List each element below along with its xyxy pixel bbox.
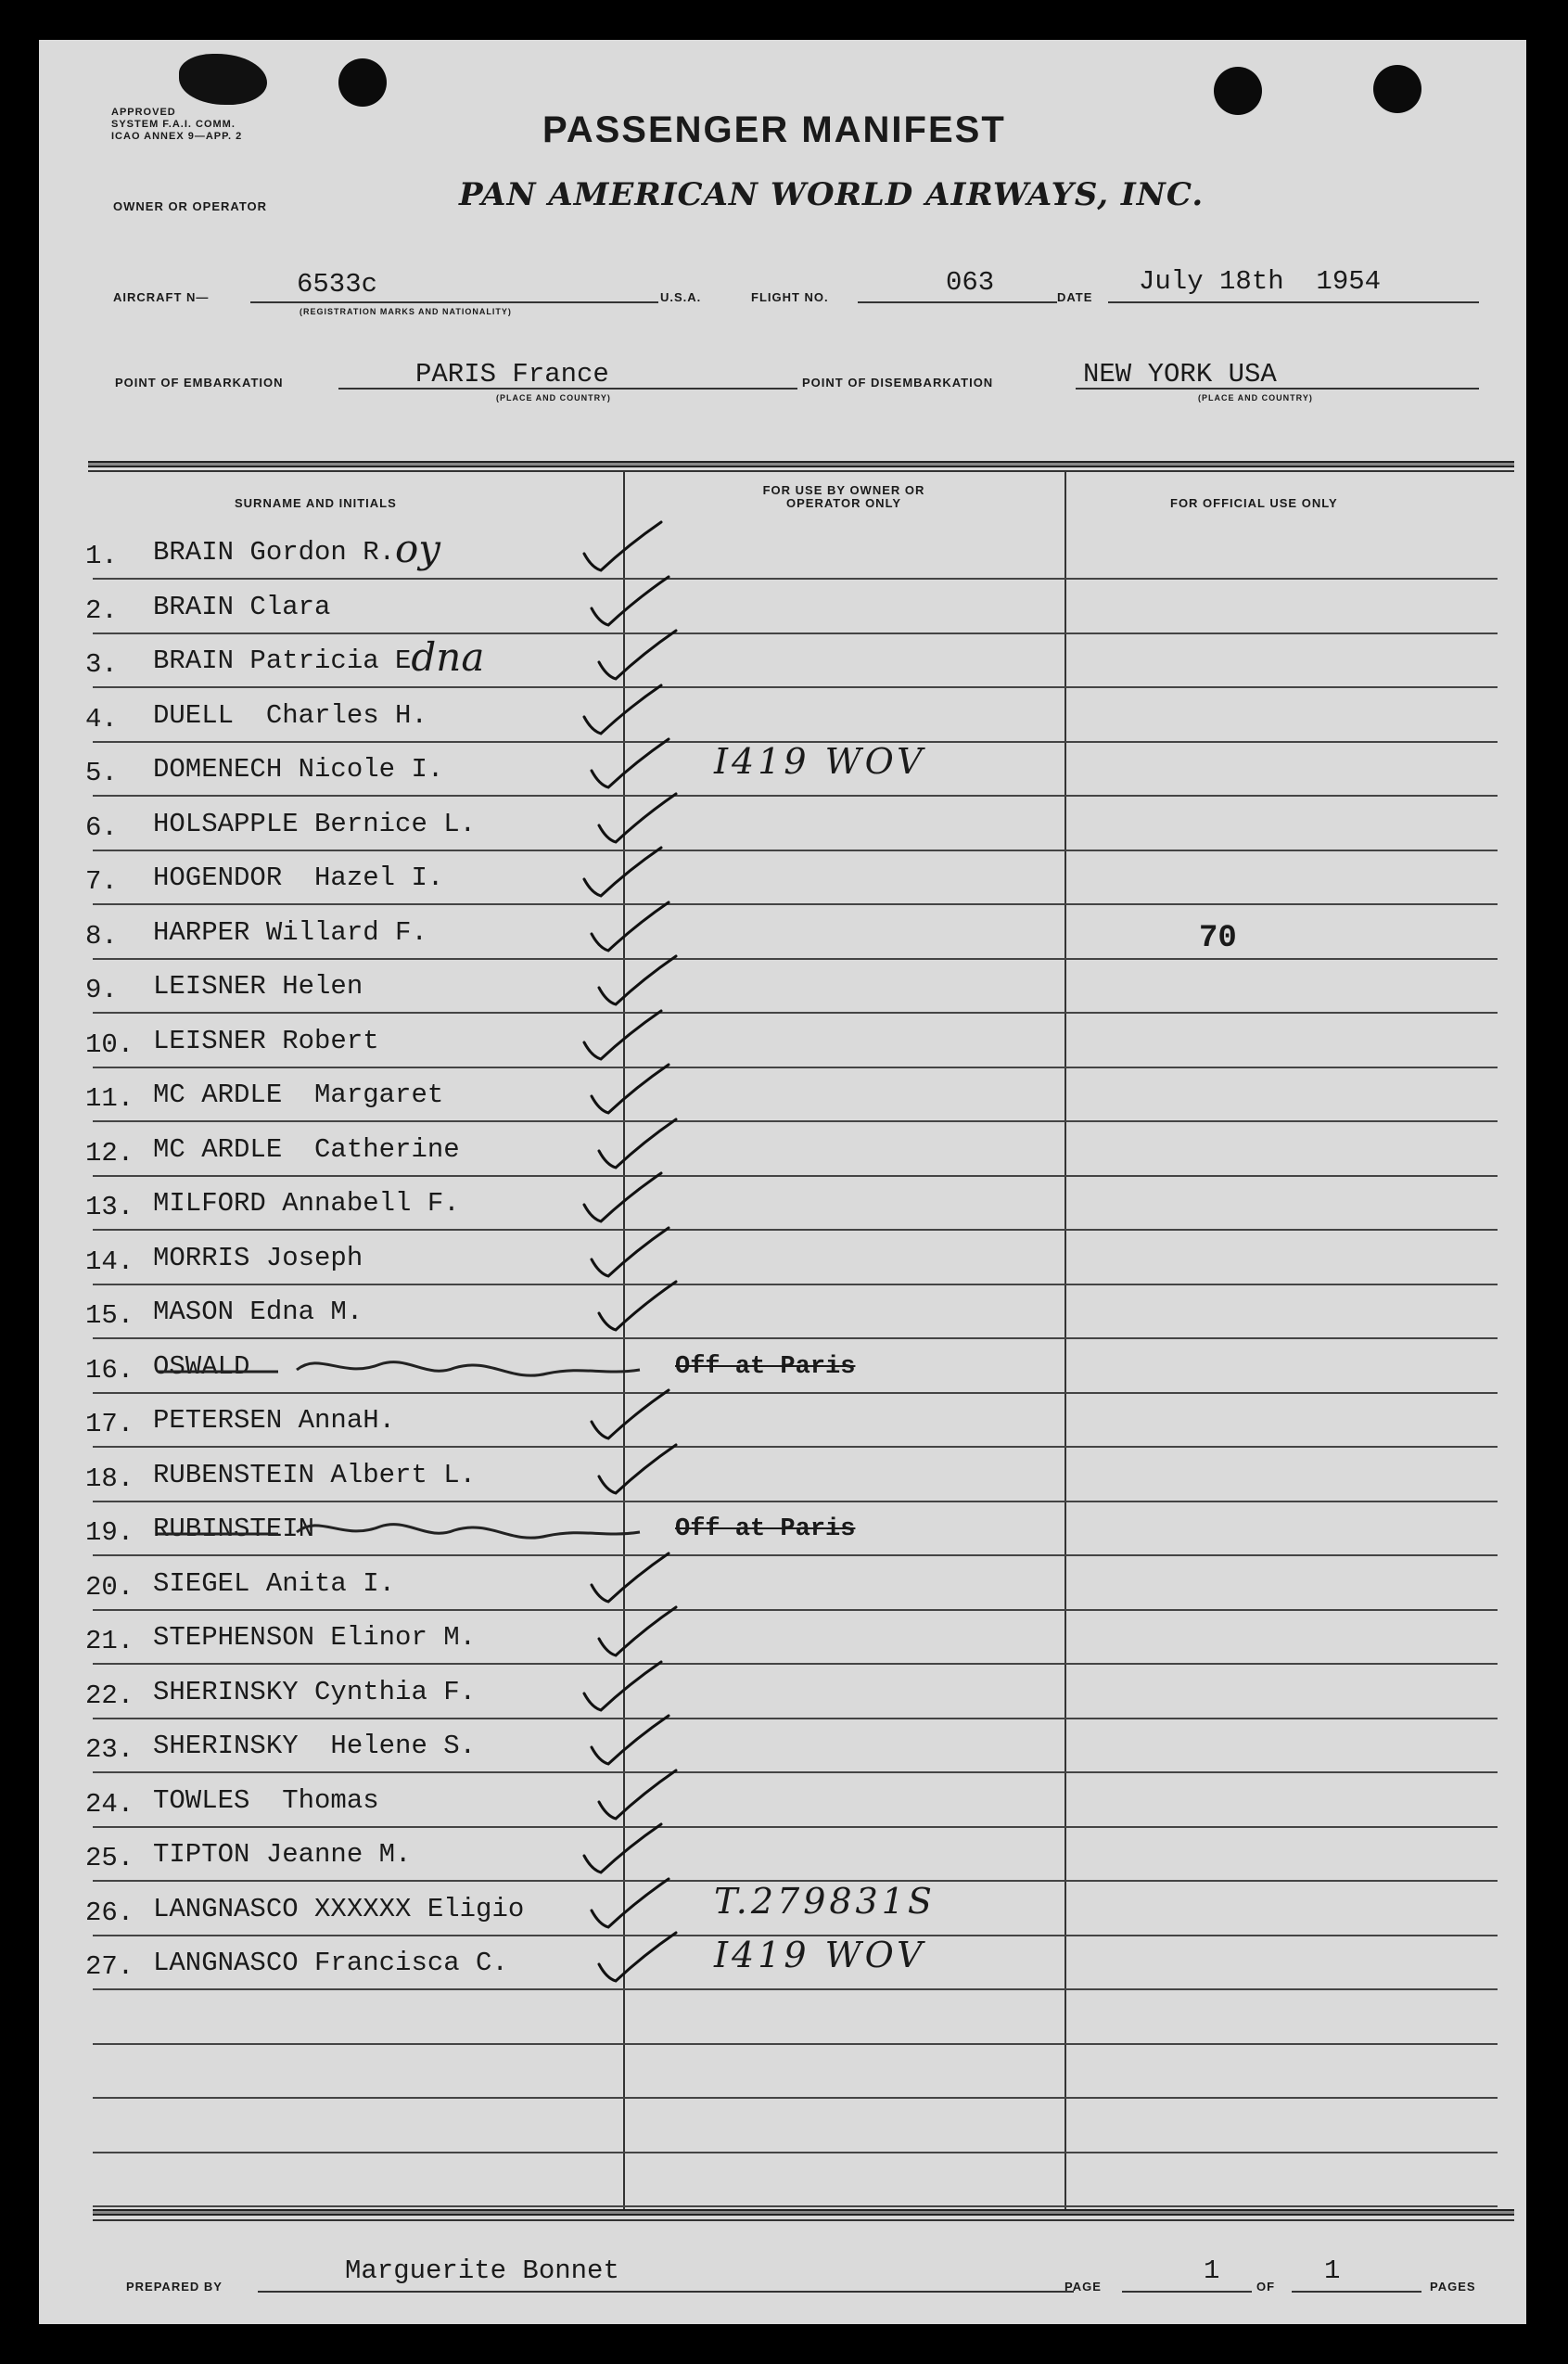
disembarkation-value: NEW YORK USA xyxy=(1083,359,1277,390)
check-mark xyxy=(569,1276,681,1341)
strikethrough-scribble xyxy=(158,1514,677,1551)
passenger-number: 26. xyxy=(85,1898,134,1928)
row-rule xyxy=(93,1284,1498,1285)
header-surname: SURNAME AND INITIALS xyxy=(235,496,397,510)
off-at-paris-note: Off at Paris xyxy=(675,1515,856,1543)
passenger-name: BRAIN Patricia E xyxy=(153,645,412,676)
passenger-number: 8. xyxy=(85,921,118,952)
passenger-name: RUBINSTEIN xyxy=(153,1514,315,1544)
row-rule xyxy=(93,795,1498,797)
passenger-name: PETERSEN AnnaH. xyxy=(153,1405,396,1436)
aircraft-underline xyxy=(250,301,658,303)
of-underline xyxy=(1292,2291,1421,2293)
row-rule xyxy=(93,1120,1498,1122)
approval-line-2: SYSTEM F.A.I. COMM. xyxy=(111,119,236,130)
aircraft-value: 6533c xyxy=(297,269,378,300)
passenger-number: 13. xyxy=(85,1192,134,1222)
column-divider-2 xyxy=(1064,471,1066,2215)
header-owner-use: FOR USE BY OWNER OR OPERATOR ONLY xyxy=(762,483,925,510)
strikethrough-scribble xyxy=(158,1351,677,1388)
row-rule xyxy=(93,1229,1498,1231)
passenger-name: SHERINSKY Cynthia F. xyxy=(153,1677,477,1707)
passenger-name: TOWLES Thomas xyxy=(153,1785,379,1816)
aircraft-label: AIRCRAFT N— xyxy=(113,290,210,304)
row-rule xyxy=(93,2205,1498,2207)
passenger-number: 9. xyxy=(85,975,118,1005)
passenger-name: LEISNER Helen xyxy=(153,971,363,1002)
passenger-name: LANGNASCO Francisca C. xyxy=(153,1948,508,1978)
row-rule xyxy=(93,1771,1498,1773)
row-rule xyxy=(93,1012,1498,1014)
off-at-paris-note: Off at Paris xyxy=(675,1353,856,1381)
passenger-number: 6. xyxy=(85,812,118,843)
passenger-number: 12. xyxy=(85,1138,134,1169)
passenger-name: HARPER Willard F. xyxy=(153,917,427,948)
usa-label: U.S.A. xyxy=(660,290,702,304)
page-label: PAGE xyxy=(1064,2280,1102,2294)
row-rule xyxy=(93,2152,1498,2153)
passenger-name: DUELL Charles H. xyxy=(153,700,427,731)
row-rule xyxy=(93,1337,1498,1339)
passenger-name: TIPTON Jeanne M. xyxy=(153,1839,412,1870)
row-rule xyxy=(93,1663,1498,1665)
row-rule xyxy=(93,1501,1498,1502)
passenger-number: 1. xyxy=(85,541,118,571)
row-rule xyxy=(93,1718,1498,1719)
header-official-use: FOR OFFICIAL USE ONLY xyxy=(1170,496,1338,510)
row-rule xyxy=(93,903,1498,905)
passenger-name: SHERINSKY Helene S. xyxy=(153,1731,477,1761)
passenger-number: 20. xyxy=(85,1572,134,1603)
row-rule xyxy=(93,1988,1498,1990)
row-rule xyxy=(93,1392,1498,1394)
passenger-number: 24. xyxy=(85,1789,134,1820)
passenger-name: STEPHENSON Elinor M. xyxy=(153,1622,477,1653)
embarkation-note: (PLACE AND COUNTRY) xyxy=(496,393,611,403)
passenger-name: MILFORD Annabell F. xyxy=(153,1188,460,1219)
passenger-name: MC ARDLE Margaret xyxy=(153,1080,444,1110)
passenger-number: 7. xyxy=(85,866,118,897)
punch-hole-right-1 xyxy=(1214,67,1262,115)
punch-hole-right-2 xyxy=(1373,65,1421,113)
table-top-rule xyxy=(88,461,1514,467)
prepared-by-label: PREPARED BY xyxy=(126,2280,223,2294)
passenger-number: 5. xyxy=(85,758,118,788)
approval-line-3: ICAO ANNEX 9—APP. 2 xyxy=(111,131,243,142)
page-value: 1 xyxy=(1204,2255,1220,2286)
date-label: DATE xyxy=(1057,290,1093,304)
pages-label: PAGES xyxy=(1430,2280,1476,2294)
row-rule xyxy=(93,633,1498,634)
passenger-number: 25. xyxy=(85,1843,134,1873)
passenger-number: 4. xyxy=(85,704,118,735)
row-rule xyxy=(93,1067,1498,1068)
row-rule xyxy=(93,1609,1498,1611)
registration-note: (REGISTRATION MARKS AND NATIONALITY) xyxy=(300,307,512,316)
page-title: PASSENGER MANIFEST xyxy=(542,109,1006,150)
row-rule xyxy=(93,1826,1498,1828)
passenger-number: 19. xyxy=(85,1517,134,1548)
flight-number-value: 063 xyxy=(946,267,995,298)
row-rule xyxy=(93,958,1498,960)
row-rule xyxy=(93,1175,1498,1177)
disembarkation-label: POINT OF DISEMBARKATION xyxy=(802,376,994,390)
passenger-name: RUBENSTEIN Albert L. xyxy=(153,1460,477,1490)
row-rule xyxy=(93,1554,1498,1556)
embarkation-value: PARIS France xyxy=(415,359,609,390)
table-top-rule-2 xyxy=(88,470,1514,472)
page-underline xyxy=(1122,2291,1252,2293)
flight-number-label: FLIGHT NO. xyxy=(751,290,829,304)
passenger-name: LEISNER Robert xyxy=(153,1026,379,1056)
approval-line-1: APPROVED xyxy=(111,107,176,118)
passenger-name: DOMENECH Nicole I. xyxy=(153,754,444,785)
handwritten-note: T.279831S xyxy=(714,1881,936,1922)
row-rule xyxy=(93,578,1498,580)
owner-value: PAN AMERICAN WORLD AIRWAYS, INC. xyxy=(459,176,1205,213)
passenger-name: MORRIS Joseph xyxy=(153,1243,363,1273)
embarkation-label: POINT OF EMBARKATION xyxy=(115,376,284,390)
disembarkation-note: (PLACE AND COUNTRY) xyxy=(1198,393,1313,403)
passenger-name: LANGNASCO XXXXXX Eligio xyxy=(153,1894,525,1924)
of-label: OF xyxy=(1256,2280,1276,2294)
row-rule xyxy=(93,1446,1498,1448)
passenger-number: 23. xyxy=(85,1734,134,1765)
passenger-name: HOLSAPPLE Bernice L. xyxy=(153,809,477,839)
passenger-number: 21. xyxy=(85,1626,134,1656)
row-rule xyxy=(93,686,1498,688)
passenger-number: 27. xyxy=(85,1951,134,1982)
check-mark xyxy=(569,1439,681,1504)
prepared-by-value: Marguerite Bonnet xyxy=(345,2255,619,2286)
passenger-number: 22. xyxy=(85,1680,134,1711)
passenger-name: OSWALD xyxy=(153,1351,250,1382)
handwritten-name-completion: dna xyxy=(411,634,485,680)
date-value: July 18th 1954 xyxy=(1139,266,1382,297)
passenger-number: 16. xyxy=(85,1355,134,1386)
official-use-value: 70 xyxy=(1199,921,1237,956)
passenger-name: HOGENDOR Hazel I. xyxy=(153,863,444,893)
passenger-name: SIEGEL Anita I. xyxy=(153,1568,396,1599)
passenger-number: 17. xyxy=(85,1409,134,1439)
prepared-by-underline xyxy=(258,2291,1074,2293)
passenger-name: MC ARDLE Catherine xyxy=(153,1134,460,1165)
handwritten-name-completion: oy xyxy=(395,526,441,571)
date-underline xyxy=(1108,301,1479,303)
row-rule xyxy=(93,850,1498,851)
passenger-name: BRAIN Clara xyxy=(153,592,331,622)
passenger-number: 18. xyxy=(85,1463,134,1494)
passenger-name: BRAIN Gordon R. xyxy=(153,537,396,568)
table-bottom-rule-2 xyxy=(93,2219,1514,2221)
row-rule xyxy=(93,2097,1498,2099)
row-rule xyxy=(93,2043,1498,2045)
passenger-number: 15. xyxy=(85,1300,134,1331)
table-bottom-rule xyxy=(93,2209,1514,2216)
of-value: 1 xyxy=(1324,2255,1341,2286)
check-mark xyxy=(569,1927,681,1992)
handwritten-note: I419 WOV xyxy=(714,1935,926,1975)
passenger-number: 14. xyxy=(85,1246,134,1277)
passenger-name: MASON Edna M. xyxy=(153,1297,363,1327)
handwritten-note: I419 WOV xyxy=(714,741,926,782)
passenger-number: 3. xyxy=(85,649,118,680)
owner-label: OWNER OR OPERATOR xyxy=(113,199,268,213)
punch-hole-left xyxy=(338,58,387,107)
passenger-number: 11. xyxy=(85,1083,134,1114)
flight-number-underline xyxy=(858,301,1057,303)
passenger-number: 2. xyxy=(85,595,118,626)
passenger-number: 10. xyxy=(85,1029,134,1060)
